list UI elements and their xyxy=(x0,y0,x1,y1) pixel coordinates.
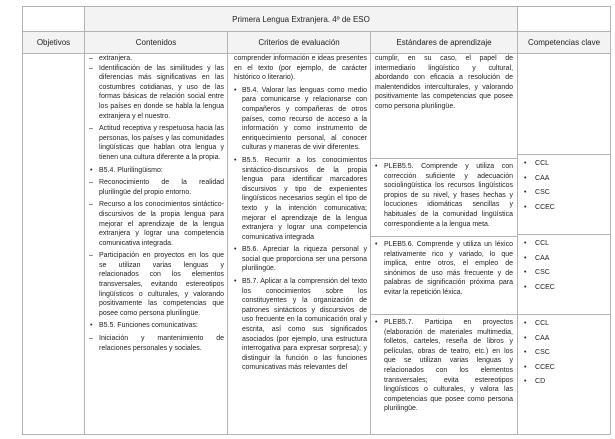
competencias-group xyxy=(518,154,610,234)
bullet-icon: • xyxy=(375,241,378,248)
criterio-item: • B5.5. Recurrir a los conocimientos sintáctico-discursivos de la propia lengua para identificar marcadores discursivos y tipo de expenientes lingüísticos necesarios según el tipo de texto y la intención comunicativa; mejorar el aprendizaje de la lengua extranjera y lograr una competencia comunicativa integrada xyxy=(234,156,367,241)
bullet-icon: • xyxy=(524,349,527,357)
column-header-competencias: Competencias clave xyxy=(518,32,611,54)
competencia-item: • CSC xyxy=(524,349,550,357)
competencia-item: • CAA xyxy=(524,174,550,182)
curriculum-table xyxy=(22,6,611,435)
competencia-item: • CSC xyxy=(524,189,550,197)
bullet-icon: • xyxy=(524,160,527,167)
bullet-icon: • xyxy=(524,254,527,262)
competencia-item: • CSC xyxy=(524,269,550,277)
bullet-icon: • xyxy=(524,189,527,197)
bullet-icon: • xyxy=(375,319,378,326)
bullet-icon: • xyxy=(524,334,527,342)
contenidos-list-item: – Reconocimiento de la realidad plurilingüe del propio entorno. xyxy=(99,178,224,197)
bullet-icon: • xyxy=(524,363,527,371)
competencias-cell xyxy=(518,54,611,435)
column-header-objetivos: Objetivos xyxy=(23,32,85,54)
contenidos-cell xyxy=(85,54,228,435)
criterio-item: • B5.7. Aplicar a la comprensión del texto los conocimientos sobre los constituyentes y la organización de patrones sintácticos y discursivos de uso frecuente en la comunicación oral y escrita, así como sus significados asociados (por ejemplo, una estructura interrogativa para expresar sorpresa); y distinguir la función o las funciones comunicativas más relevantes del xyxy=(234,278,367,372)
contenidos-intro: – extranjera. xyxy=(99,54,224,64)
bullet-icon: • xyxy=(524,283,527,291)
competencia-item: • CD xyxy=(524,378,546,386)
section-title: B5.4. Plurilingüismo: xyxy=(99,166,163,174)
column-header-contenidos: Contenidos xyxy=(85,32,228,54)
contenidos-list-item: – Iniciación y mantenimiento de relaciones personales y sociales. xyxy=(99,334,224,353)
table-corner-cell xyxy=(23,7,85,32)
competencia-item: • CAA xyxy=(524,254,550,262)
bullet-icon: • xyxy=(90,166,93,174)
competencia-item: • CCL xyxy=(524,240,550,247)
bullet-icon: • xyxy=(375,163,378,170)
table-corner-cell xyxy=(518,7,611,32)
criterios-intro: comprender información e ideas presentes en el texto (por ejemplo, de carácter histórico o literario). xyxy=(234,55,367,82)
objetivos-cell xyxy=(23,54,85,435)
bullet-icon: • xyxy=(234,278,237,286)
competencias-group-empty xyxy=(518,54,610,154)
bullet-icon: • xyxy=(524,378,527,386)
competencia-item: • CAA xyxy=(524,334,550,342)
competencias-group xyxy=(518,234,610,314)
estandar-item: • PLEB5.7. Participa en proyectos (elaboración de materiales multimedia, folletos, carteles, reseña de libros y películas, obras de teatro, etc.) en los que se utilizan varias lenguas y relacionados con los elementos transversales; evita estereotipos lingüísticos o culturales, y valora las competencias que posee como persona plurilingüe. xyxy=(371,314,517,418)
contenidos-list-item: – Identificación de las similitudes y las diferencias más significativas en las costumbres cotidianas, y uso de las formas básicas de relación social entre los países en donde se habla la lengua extranjera y el nuestro. xyxy=(99,64,224,122)
bullet-icon: • xyxy=(524,240,527,247)
criterios-cell xyxy=(228,54,371,435)
estandar-item: • PLEB5.6. Comprende y utiliza un léxico relativamente rico y variado, lo que implica, entre otros, el empleo de sinónimos de uso más frecuente y de palabras de significación próxima para evitar la repetición léxica. xyxy=(371,236,517,314)
estandares-cell xyxy=(371,54,518,435)
competencia-item: • CCEC xyxy=(524,283,555,291)
bullet-icon: • xyxy=(90,322,93,330)
competencia-item: • CCL xyxy=(524,320,550,327)
column-header-estandares: Estándares de aprendizaje xyxy=(371,32,518,54)
contenidos-section-b55 xyxy=(85,321,227,331)
estandar-item: • PLEB5.5. Comprende y utiliza con corrección suficiente y adecuación sociolingüística los recursos lingüísticos propios de su nivel, y frases hechas y locuciones idiomáticas sencillas y habituales de la comunidad lingüística correspondiente a la lengua meta. xyxy=(371,158,517,236)
column-header-criterios: Criterios de evaluación xyxy=(228,32,371,54)
table-title: Primera Lengua Extranjera. 4º de ESO xyxy=(85,7,518,32)
bullet-icon: • xyxy=(234,156,237,164)
contenidos-list-item: – Recurso a los conocimientos sintáctico-discursivos de la propia lengua para mejorar el aprendizaje de la lengua extranjera y lograr una competencia comunicativa integrada. xyxy=(99,200,224,248)
competencia-item: • CCEC xyxy=(524,363,555,371)
bullet-icon: • xyxy=(234,246,237,254)
bullet-icon: • xyxy=(234,86,237,94)
contenidos-list-item: – Actitud receptiva y respetuosa hacia las personas, los países y las comunidades lingüísticas que hablan otra lengua y tienen una cultura diferente a la propia. xyxy=(99,124,224,162)
criterio-item: • B5.4. Valorar las lenguas como medio para comunicarse y relacionarse con compañeros y compañeras de otros países, como recurso de acceso a la información y como instrumento de enriquecimiento personal, al conocer culturas y maneras de vivir diferentes. xyxy=(234,86,367,152)
competencia-item: • CCEC xyxy=(524,203,555,211)
bullet-icon: • xyxy=(524,269,527,277)
competencias-group xyxy=(518,314,610,397)
estandares-intro: cumplir, en su caso, el papel de intermediario lingüístico y cultural, abordando con eficacia a resolución de malentendidos interculturales, y valorando positivamente las competencias que posee como persona plurilingüe. xyxy=(375,55,514,110)
bullet-icon: • xyxy=(524,320,527,327)
contenidos-section-b54 xyxy=(85,166,227,176)
competencia-item: • CCL xyxy=(524,160,550,167)
section-title: B5.5. Funciones comunicativas: xyxy=(99,322,198,330)
contenidos-list-item: – Participación en proyectos en los que se utilizan varias lenguas y relacionados con los elementos transversales, evitando estereotipos lingüísticos o culturales, y valorando positivamente las competencias que posee como persona plurilingüe. xyxy=(99,251,224,318)
bullet-icon: • xyxy=(524,174,527,182)
criterio-item: • B5.6. Apreciar la riqueza personal y social que proporciona ser una persona plurilingüe. xyxy=(234,246,367,273)
bullet-icon: • xyxy=(524,203,527,211)
